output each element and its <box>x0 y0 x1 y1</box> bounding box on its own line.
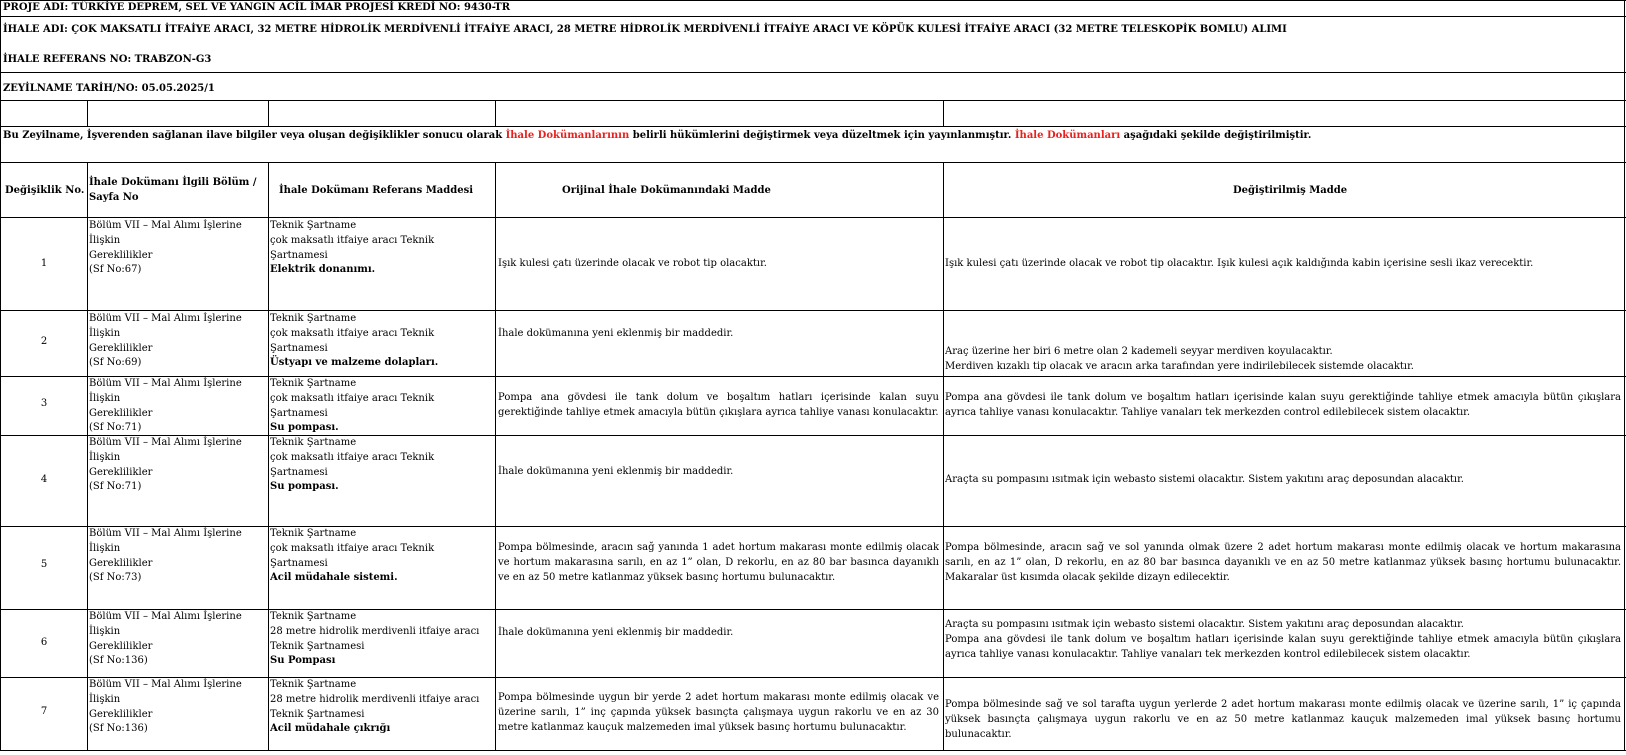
reference-cell <box>270 312 495 371</box>
column-header-section-line: İhale Dokümanı İlgili Bölüm / <box>89 177 257 188</box>
original-clause: İhale dokümanına yeni eklenmiş bir maddedir. <box>498 627 734 638</box>
changed-line: Araç üzerine her biri 6 metre olan 2 kademeli seyyar merdiven koyulacaktır. <box>945 346 1333 357</box>
grid-line <box>0 0 1 751</box>
column-header-no: Değişiklik No. <box>5 185 85 196</box>
change-number: 3 <box>40 398 48 409</box>
section-page: (Sf No:73) <box>89 572 142 584</box>
reference-clause: Üstyapı ve malzeme dolapları. <box>270 357 439 369</box>
section-line: Bölüm VII – Mal Alımı İşlerine İlişkin <box>89 528 242 554</box>
change-number: 4 <box>40 474 48 485</box>
section-cell <box>89 436 269 495</box>
column-header-changed: Değiştirilmiş Madde <box>1233 185 1348 196</box>
tender-name: İHALE ADI: ÇOK MAKSATLI İTFAİYE ARACI, 32 METRE HİDROLİK MERDİVENLİ İTFAİYE ARACI, 28 METRE HİDROLİK MERDİVENLİ İTFAİYE ARACI VE KÖPÜK KULESİ İTFAİYE ARACI (32 METRE TELESKOPİK BOMLU) ALIMI <box>3 24 1287 35</box>
original-clause: İhale dokümanına yeni eklenmiş bir maddedir. <box>498 328 734 339</box>
grid-line <box>0 126 1626 127</box>
section-line: Gereklilikler <box>89 249 153 261</box>
reference-line: çok maksatlı itfaiye aracı Teknik Şartnamesi <box>270 542 435 569</box>
grid-line <box>943 162 944 751</box>
reference-clause: Elektrik donanımı. <box>270 264 376 276</box>
changed-clause: Pompa ana gövdesi ile tank dolum ve boşaltım hatları içerisinde kalan suyu gerektiğinde tahliye etmek amacıyla bütün çıkışlara ayrıca tahliye vanası konulacaktır. Tahliye vanaları tek merkezden control edilebilecek sistem olacaktır. <box>945 392 1621 418</box>
grid-line <box>0 16 1626 17</box>
section-page: (Sf No:136) <box>89 723 148 735</box>
section-page: (Sf No:136) <box>89 655 148 667</box>
section-page: (Sf No:71) <box>89 422 142 434</box>
section-line: Gereklilikler <box>89 342 153 354</box>
change-number: 5 <box>40 559 48 570</box>
change-number: 2 <box>40 336 48 347</box>
change-number: 1 <box>40 258 48 269</box>
reference-line: Teknik Şartname <box>270 220 357 231</box>
section-page: (Sf No:71) <box>89 481 142 493</box>
grid-line <box>87 100 88 126</box>
change-number: 7 <box>40 706 48 717</box>
reference-cell <box>270 678 495 737</box>
original-clause: Pompa bölmesinde uygun bir yerde 2 adet hortum makarası monte edilmiş olacak ve üzerine sarılı, 1” inç çapında yüksek basınçta çalışmaya uygun rakorlu ve en az 30 metre katlanmaz kauçuk malzemeden imal yüksek basınç hortumu bulunacaktır. <box>498 692 939 733</box>
changed-clause <box>945 345 1620 375</box>
change-number: 6 <box>40 637 48 648</box>
reference-line: Teknik Şartnamesi <box>270 708 365 720</box>
reference-line: Teknik Şartname <box>270 528 357 539</box>
tender-reference: İHALE REFERANS NO: TRABZON-G3 <box>3 54 212 65</box>
reference-cell <box>270 610 495 669</box>
reference-clause: Su Pompası <box>270 655 336 667</box>
grid-line <box>0 72 1626 73</box>
grid-line <box>0 750 1626 751</box>
original-clause: İhale dokümanına yeni eklenmiş bir maddedir. <box>498 466 734 477</box>
section-line: Bölüm VII – Mal Alımı İşlerine İlişkin <box>89 220 242 246</box>
changed-line: Pompa ana gövdesi ile tank dolum ve boşaltım hatları içerisinde kalan suyu gerektiğinde tahliye etmek amacıyla bütün çıkışlara ayrıca tahliye vanası konulacaktır. Tahliye vanaları tek merkezden kontrol edilebilecek sistem olacaktır. <box>945 633 1621 660</box>
changed-line: Merdiven kızaklı tip olacak ve aracın arka tarafından yere indirilebilecek sistemde olacaktır. <box>945 360 1414 372</box>
section-cell <box>89 610 269 669</box>
original-clause: Işık kulesi çatı üzerinde olacak ve robot tip olacaktır. <box>498 258 767 269</box>
reference-cell <box>270 377 495 436</box>
project-title: PROJE ADI: TÜRKİYE DEPREM, SEL VE YANGIN ACİL İMAR PROJESİ KREDİ NO: 9430-TR <box>3 2 511 13</box>
section-cell <box>89 527 269 586</box>
section-cell <box>89 377 269 436</box>
column-header-section-line: Sayfa No <box>89 192 139 203</box>
reference-line: 28 metre hidrolik merdivenli itfaiye aracı <box>270 693 480 705</box>
section-line: Bölüm VII – Mal Alımı İşlerine İlişkin <box>89 679 242 705</box>
reference-clause: Acil müdahale sistemi. <box>270 572 398 584</box>
original-clause: Pompa bölmesinde, aracın sağ yanında 1 adet hortum makarası monte edilmiş olacak ve hortum makarasına sarılı, en az 1” olan, D rekorlu, en az 80 bar basınca dayanıklı ve en az 50 metre katlanmaz yüksek basınç hortumu bulunacaktır. <box>498 542 939 583</box>
reference-line: Teknik Şartname <box>270 378 357 389</box>
grid-line <box>943 100 944 126</box>
reference-line: Teknik Şartnamesi <box>270 640 365 652</box>
reference-line: Teknik Şartname <box>270 437 357 448</box>
intro-highlight: İhale Dokümanlarının <box>505 130 630 141</box>
reference-clause: Su pompası. <box>270 422 339 434</box>
grid-line <box>0 310 1626 311</box>
reference-line: Teknik Şartname <box>270 611 357 622</box>
reference-line: Teknik Şartname <box>270 313 357 324</box>
section-line: Bölüm VII – Mal Alımı İşlerine İlişkin <box>89 611 242 637</box>
column-header-section <box>89 175 256 205</box>
addendum-date: ZEYİLNAME TARİH/NO: 05.05.2025/1 <box>3 83 215 94</box>
changed-line: Araçta su pompasını ısıtmak için webasto sistemi olacaktır. Sistem yakıtını araç deposundan alacaktır. <box>945 619 1464 630</box>
section-line: Bölüm VII – Mal Alımı İşlerine İlişkin <box>89 378 242 404</box>
grid-line <box>495 100 496 126</box>
changed-clause <box>945 618 1621 662</box>
intro-paragraph <box>3 128 1311 143</box>
reference-cell <box>270 219 495 278</box>
section-page: (Sf No:69) <box>89 357 142 369</box>
intro-text: Bu Zeyilname, İşverenden sağlanan ilave bilgiler veya oluşan değişiklikler sonucu olarak <box>3 130 506 141</box>
section-line: Gereklilikler <box>89 407 153 419</box>
section-cell <box>89 312 269 371</box>
reference-line: çok maksatlı itfaiye aracı Teknik Şartnamesi <box>270 392 435 419</box>
grid-line <box>1624 0 1625 751</box>
grid-line <box>268 100 269 126</box>
grid-line <box>495 162 496 751</box>
reference-cell <box>270 527 495 586</box>
grid-line <box>0 100 1626 101</box>
grid-line <box>0 162 1626 163</box>
reference-line: Teknik Şartname <box>270 679 357 690</box>
intro-text: belirli hükümlerini değiştirmek veya düzeltmek için yayınlanmıştır. <box>629 130 1015 141</box>
section-cell <box>89 219 269 278</box>
reference-line: çok maksatlı itfaiye aracı Teknik Şartnamesi <box>270 234 435 261</box>
original-clause: Pompa ana gövdesi ile tank dolum ve boşaltım hatları içerisinde kalan suyu gerektiğinde tahliye etmek amacıyla bütün çıkışlara ayrıca tahliye vanası konulacaktır. <box>498 392 939 418</box>
reference-cell <box>270 436 495 495</box>
section-line: Gereklilikler <box>89 557 153 569</box>
changed-clause: Pompa bölmesinde sağ ve sol tarafta uygun yerlerde 2 adet hortum makarası monte edilmiş olacak ve üzerine sarılı, 1” iç çapında yüksek basınçta çalışmaya uygun rakorlu ve en az 50 metre katlanmaz kauçuk malzemeden imal yüksek basınç hortumu bulunacaktır. <box>945 699 1621 740</box>
intro-text: aşağıdaki şekilde değiştirilmiştir. <box>1120 130 1312 141</box>
reference-clause: Su pompası. <box>270 481 339 493</box>
changed-clause: Işık kulesi çatı üzerinde olacak ve robot tip olacaktır. Işık kulesi açık kaldığında kabin içerisine sesli ikaz verecektir. <box>945 258 1534 269</box>
grid-line <box>87 162 88 751</box>
column-header-original: Orijinal İhale Dokümanındaki Madde <box>562 185 771 196</box>
reference-line: 28 metre hidrolik merdivenli itfaiye aracı <box>270 625 480 637</box>
reference-line: çok maksatlı itfaiye aracı Teknik Şartnamesi <box>270 327 435 354</box>
section-page: (Sf No:67) <box>89 264 142 276</box>
reference-clause: Acil müdahale çıkrığı <box>270 723 391 735</box>
section-line: Bölüm VII – Mal Alımı İşlerine İlişkin <box>89 313 242 339</box>
grid-line <box>0 217 1626 218</box>
section-cell <box>89 678 269 737</box>
intro-highlight: İhale Dokümanları <box>1014 130 1121 141</box>
section-line: Bölüm VII – Mal Alımı İşlerine İlişkin <box>89 437 242 463</box>
column-header-reference: İhale Dokümanı Referans Maddesi <box>279 185 474 196</box>
section-line: Gereklilikler <box>89 708 153 720</box>
section-line: Gereklilikler <box>89 640 153 652</box>
changed-clause: Pompa bölmesinde, aracın sağ ve sol yanında olmak üzere 2 adet hortum makarası monte edilmiş olacak ve hortum makarasına sarılı, en az 1” olan, D rekorlu, en az 80 bar basınca dayanıklı ve en az 50 metre katlanmaz yüksek basınç hortumu bulunacaktır. Makaralar üst kısımda olacak şekilde dizayn edilecektir. <box>945 542 1621 583</box>
section-line: Gereklilikler <box>89 466 153 478</box>
reference-line: çok maksatlı itfaiye aracı Teknik Şartnamesi <box>270 451 435 478</box>
changed-clause: Araçta su pompasını ısıtmak için webasto sistemi olacaktır. Sistem yakıtını araç deposundan alacaktır. <box>945 474 1464 485</box>
